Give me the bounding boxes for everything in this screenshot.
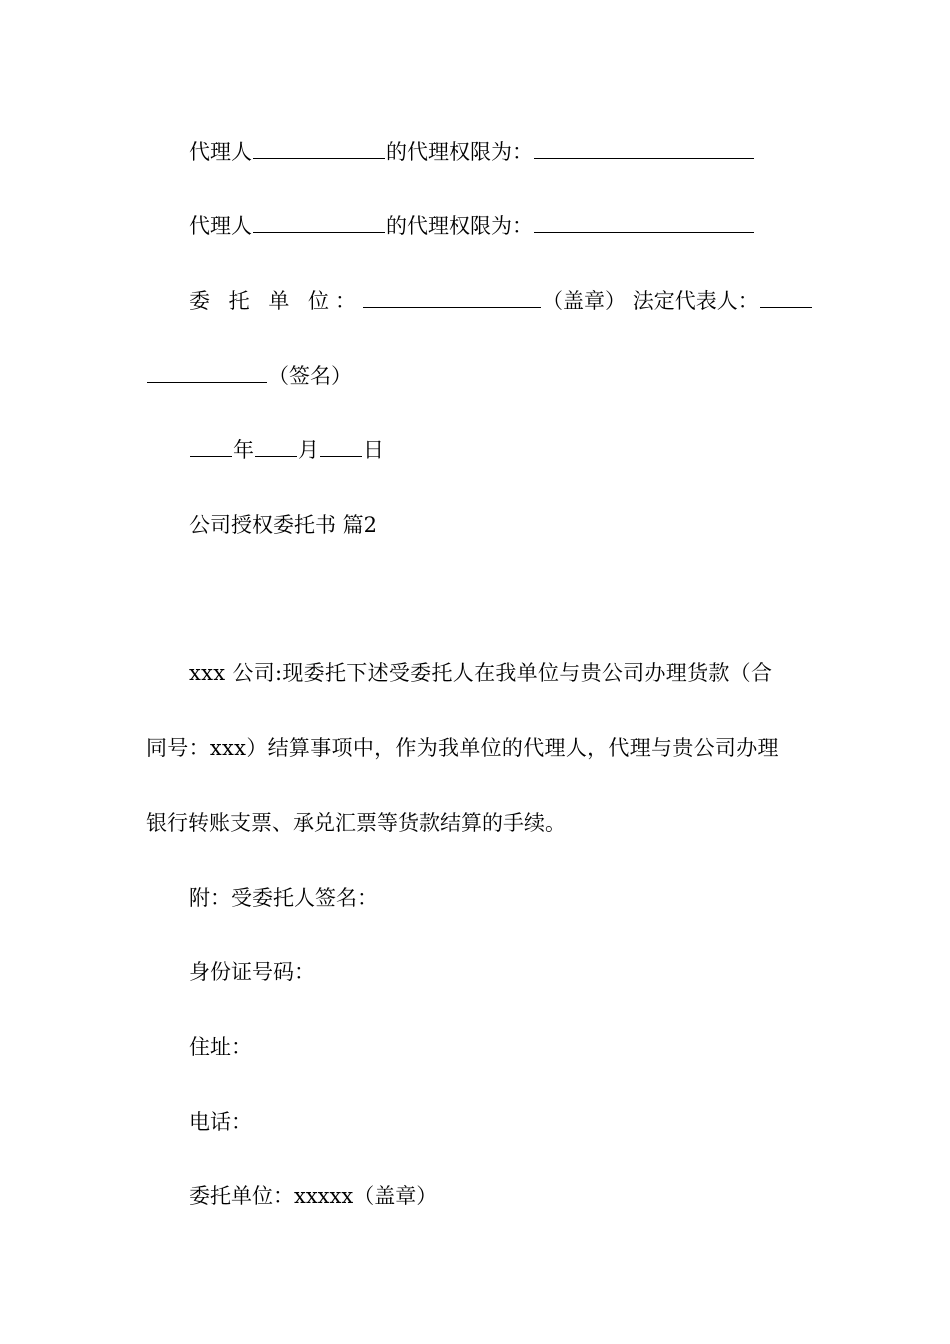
address-label: 住址：: [189, 1035, 252, 1059]
signature-line: [146, 362, 352, 390]
month-blank: [255, 436, 297, 457]
date-line: [189, 436, 384, 464]
attach-label: 附：受委托人签名：: [189, 886, 378, 910]
id-line: [189, 958, 315, 986]
year-blank: [190, 436, 232, 457]
phone-line: [189, 1108, 252, 1136]
entrusting-unit-blank: [363, 287, 541, 308]
day-blank: [320, 436, 362, 457]
paragraph-text: 同号：xxx）结算事项中，作为我单位的代理人，代理与贵公司办理: [146, 736, 779, 760]
paragraph-text: 银行转账支票、承兑汇票等货款结算的手续。: [146, 811, 566, 835]
authority-label: 的代理权限为：: [386, 140, 533, 164]
agent-line-2: [189, 212, 755, 240]
legal-rep-blank: [760, 287, 812, 308]
agent-line-1: [189, 138, 755, 166]
entrusting-unit-label: 委 托 单 位：: [189, 289, 363, 313]
address-line: [189, 1033, 252, 1061]
authority-blank: [534, 212, 754, 233]
authority-blank: [534, 138, 754, 159]
paragraph-line-3: [146, 809, 566, 837]
agent-label: 代理人: [189, 140, 252, 164]
agent-name-blank: [253, 138, 385, 159]
paragraph-text: xxx 公司:现委托下述受委托人在我单位与贵公司办理货款（合: [189, 661, 773, 685]
paragraph-line-1: [189, 659, 772, 687]
unit-line: [189, 1182, 437, 1210]
month-label: 月: [298, 438, 319, 462]
signature-label: （签名）: [268, 364, 352, 388]
year-label: 年: [233, 438, 254, 462]
seal-label: （盖章）: [542, 289, 627, 313]
phone-label: 电话：: [189, 1110, 252, 1134]
id-label: 身份证号码：: [189, 960, 315, 984]
legal-rep-label: 法定代表人：: [632, 289, 759, 313]
agent-label: 代理人: [189, 214, 252, 238]
authority-label: 的代理权限为：: [386, 214, 533, 238]
day-label: 日: [363, 438, 384, 462]
heading-text: 公司授权委托书 篇2: [189, 513, 378, 537]
paragraph-line-2: [146, 734, 779, 762]
section-heading: [189, 511, 377, 539]
attach-line: [189, 884, 378, 912]
entrusting-unit-line: [189, 287, 813, 315]
agent-name-blank: [253, 212, 385, 233]
unit-label: 委托单位：xxxxx（盖章）: [189, 1184, 438, 1208]
signature-blank: [147, 362, 267, 383]
